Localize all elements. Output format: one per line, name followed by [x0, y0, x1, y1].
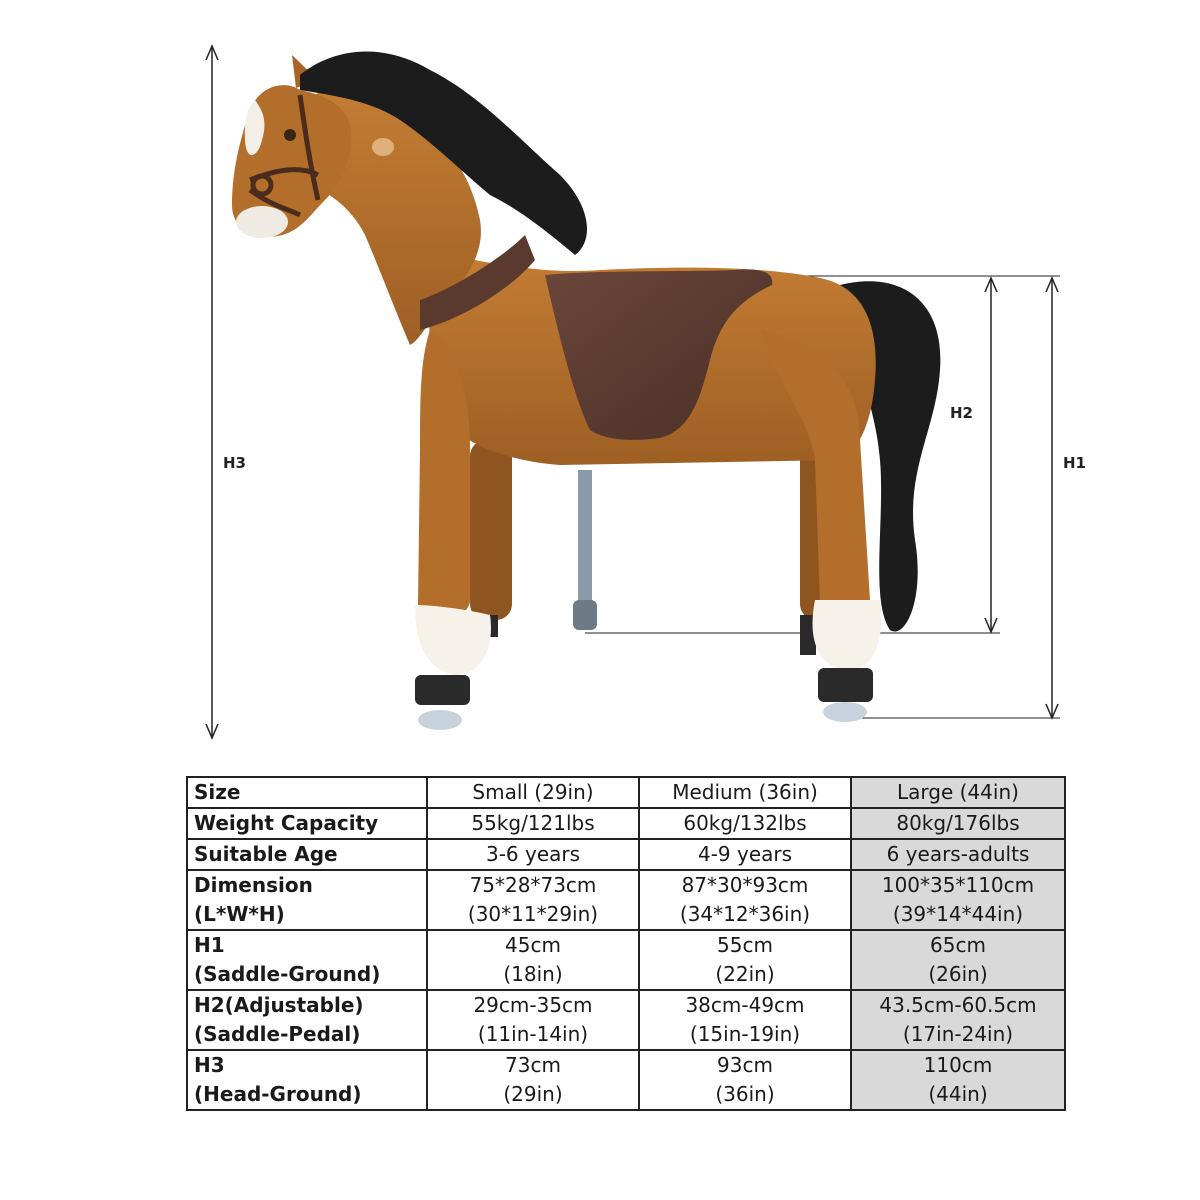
row-label-line: (L*W*H)	[194, 902, 285, 926]
column-header: Small (29in)	[427, 777, 639, 808]
row-label	[187, 870, 427, 930]
table-cell	[851, 839, 1065, 870]
cell-value-line: 6 years-adults	[886, 842, 1030, 866]
row-label	[187, 808, 427, 839]
row-label-line: Suitable Age	[194, 842, 338, 866]
cell-value-line: (36in)	[715, 1082, 775, 1106]
table-cell	[639, 930, 851, 990]
cell-value-line: (26in)	[928, 962, 988, 986]
row-label	[187, 930, 427, 990]
cell-value-line: 110cm	[923, 1053, 993, 1077]
cell-value-line: 93cm	[717, 1053, 773, 1077]
cell-value-line: (30*11*29in)	[467, 902, 599, 926]
size-spec-table	[186, 776, 1066, 1111]
cell-value-line: 65cm	[930, 933, 986, 957]
row-label-line: (Saddle-Pedal)	[194, 1022, 361, 1046]
h3-label: H3	[223, 454, 246, 472]
cell-value-line: (34*12*36in)	[679, 902, 811, 926]
h3-arrow	[206, 46, 218, 738]
cell-value-line: 29cm-35cm	[473, 993, 593, 1017]
table-cell	[639, 839, 851, 870]
horse-eye	[284, 129, 296, 141]
table-cell	[851, 990, 1065, 1050]
table-cell	[639, 990, 851, 1050]
cell-value-line: 100*35*110cm	[881, 873, 1035, 897]
row-label	[187, 1050, 427, 1110]
cell-value-line: (29in)	[503, 1082, 563, 1106]
row-label-line: (Saddle-Ground)	[194, 962, 381, 986]
row-label-line: H1	[194, 933, 225, 957]
table-cell	[851, 808, 1065, 839]
table-cell	[427, 839, 639, 870]
column-header: Medium (36in)	[639, 777, 851, 808]
cell-value-line: (39*14*44in)	[892, 902, 1024, 926]
cell-value-line: 60kg/132lbs	[683, 811, 807, 835]
column-header: Large (44in)	[851, 777, 1065, 808]
cell-value-line: 55cm	[717, 933, 773, 957]
cell-value-line: 43.5cm-60.5cm	[879, 993, 1037, 1017]
h1-label: H1	[1063, 454, 1086, 472]
row-label	[187, 990, 427, 1050]
table-cell	[851, 930, 1065, 990]
row-label-line: H2(Adjustable)	[194, 993, 364, 1017]
table-cell	[427, 870, 639, 930]
row-label: Size	[187, 777, 427, 808]
table-cell	[639, 808, 851, 839]
cell-value-line: (18in)	[503, 962, 563, 986]
table-cell	[851, 870, 1065, 930]
table-cell	[427, 1050, 639, 1110]
table-row	[187, 930, 1065, 990]
table-row	[187, 870, 1065, 930]
table-cell	[427, 808, 639, 839]
cell-value-line: (44in)	[928, 1082, 988, 1106]
cell-value-line: (17in-24in)	[902, 1022, 1014, 1046]
cell-value-line: (22in)	[715, 962, 775, 986]
horse-front-leg-far	[470, 440, 512, 620]
table-row	[187, 1050, 1065, 1110]
cell-value-line: 55kg/121lbs	[471, 811, 595, 835]
cell-value-line: 38cm-49cm	[685, 993, 805, 1017]
table-cell	[427, 990, 639, 1050]
cell-value-line: (11in-14in)	[477, 1022, 589, 1046]
table-row	[187, 839, 1065, 870]
row-label-line: Weight Capacity	[194, 811, 379, 835]
cell-value-line: 3-6 years	[485, 842, 581, 866]
row-label	[187, 839, 427, 870]
table-row	[187, 808, 1065, 839]
cell-value-line: 45cm	[505, 933, 561, 957]
ride-on-horse	[232, 51, 940, 730]
table-cell	[427, 930, 639, 990]
cell-value-line: 87*30*93cm	[681, 873, 809, 897]
table-cell	[639, 870, 851, 930]
table-cell	[851, 1050, 1065, 1110]
h2-label: H2	[950, 404, 973, 422]
table-header-row	[187, 777, 1065, 808]
table-cell	[639, 1050, 851, 1110]
cell-value-line: (15in-19in)	[689, 1022, 801, 1046]
row-label-line: H3	[194, 1053, 225, 1077]
cell-value-line: 75*28*73cm	[469, 873, 597, 897]
row-label-line: (Head-Ground)	[194, 1082, 362, 1106]
row-label-line: Dimension	[194, 873, 313, 897]
table-row	[187, 990, 1065, 1050]
cell-value-line: 73cm	[505, 1053, 561, 1077]
cell-value-line: 4-9 years	[697, 842, 793, 866]
cell-value-line: 80kg/176lbs	[896, 811, 1020, 835]
